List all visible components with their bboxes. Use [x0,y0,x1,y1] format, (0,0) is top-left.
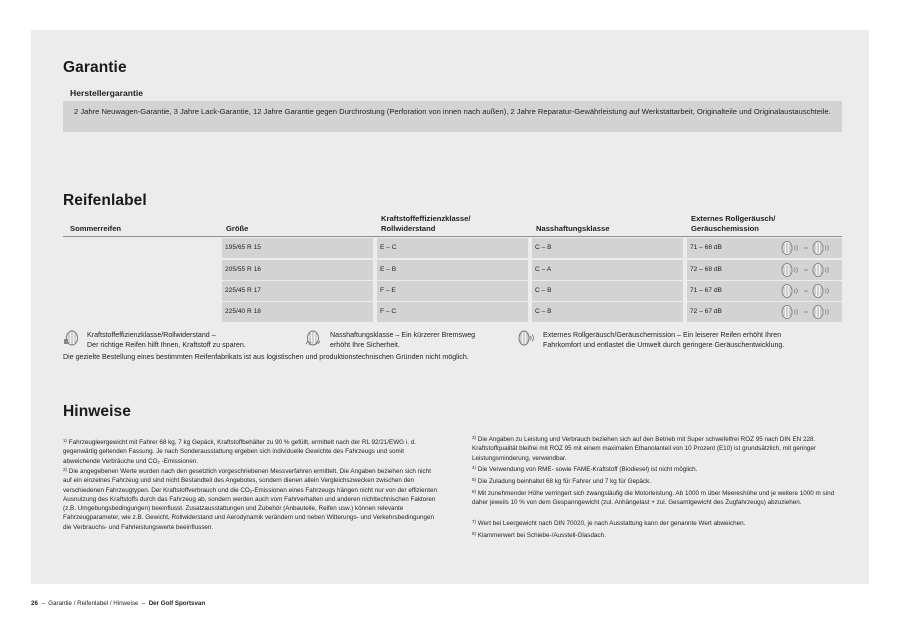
footnote-4: $^{4)}$ Die Verwendung von RME- sowie FAME-Kraftstoff (Biodiesel) ist nicht möglich. [472,465,698,473]
legend-noise-line1: Externes Rollgeräusch/Geräuschemission – Ein leiserer Reifen erhöht Ihren [543,331,782,339]
noise-range-tyre-icon [780,263,832,277]
cell-noise: 71 – 67 dB [687,281,842,301]
legend-wet [330,330,475,350]
cell-efficiency: E – C [377,238,528,258]
cell-size: 225/45 R 17 [222,281,373,301]
header-nasshaftung: Nasshaftungsklasse [536,224,610,233]
cell-size: 195/65 R 15 [222,238,373,258]
noise-range-tyre-icon [780,305,832,319]
page-number: 26 [31,600,38,607]
cell-efficiency: F – E [377,281,528,301]
footer-model: Der Golf Sportsvan [148,600,206,607]
legend-efficiency-line2: Der richtige Reifen hilft Ihnen, Kraftstoff zu sparen. [87,341,246,349]
legend-efficiency [87,330,246,350]
header-rollgeraeusch-line1: Externes Rollgeräusch/ [691,214,776,223]
legend-noise [543,330,784,350]
footnote-8: $^{8)}$ Klammerwert bei Schiebe-/Ausstell-Glasdach. [472,531,606,539]
cell-wet: C – A [532,260,683,280]
herstellergarantie-subtitle: Herstellergarantie [70,88,144,98]
footer-sep-1: – [41,600,45,607]
legend-wet-line1: Nasshaftungsklasse – Ein kürzerer Bremsweg [330,331,476,339]
table-row [222,238,842,258]
cell-efficiency: F – C [377,302,528,322]
page-footer [31,600,205,607]
header-rollgeraeusch-line2: Geräuschemission [691,224,759,233]
footnote-2: $^{2)}$ Die angegebenen Werte wurden nach den gesetzlich vorgeschriebenen Messverfahren ermittelt. Die Angaben beziehen sich nicht auf ein einzelnes Fahrzeug und sind nicht Bestandteil des Angebotes, sondern dienen allein Vergleichszwecken zwischen den verschiedenen Fahrzeugtypen. Der Kraftstoffverbrauch und die CO₂-Emissionen eines Fahrzeugs hängen nicht nur von der effizienten Ausnutzung des Kraftstoffs durch das Fahrzeug ab, sondern werden auch vom Fahrverhalten und anderen nichttechnischen Faktoren (z.B. Umgebungsbedingungen) beeinflusst. Zusatzausstattungen und Zubehör (Anbauteile, Reifen usw.) können relevante Fahrzeugparameter, wie z.B. Gewicht, Rollwiderstand und Aerodynamik verändern und neben Witterungs- und Verkehrsbedingungen die Verbrauchs- und Fahrleistungswerte beeinflussen. [63,467,437,531]
wet-grip-tyre-icon [304,330,322,346]
table-header-rule [63,236,842,237]
table-row [222,302,842,322]
header-kraftstoffeffizienz-line1: Kraftstoffeffizienzklasse/ [381,214,471,223]
cell-efficiency: E – B [377,260,528,280]
table-row [222,260,842,280]
cell-noise: 71 – 68 dB [687,238,842,258]
footer-path: Garantie / Reifenlabel / Hinweise [48,600,139,607]
cell-size: 205/55 R 16 [222,260,373,280]
header-rollgeraeusch [691,214,775,234]
legend-wet-line2: erhöht Ihre Sicherheit. [330,341,400,349]
reifenlabel-title: Reifenlabel [63,192,147,209]
noise-range-tyre-icon [780,284,832,298]
noise-tyre-icon [517,330,535,346]
footer-sep-2: – [141,600,146,607]
header-groesse: Größe [226,224,249,233]
cell-size: 225/40 R 18 [222,302,373,322]
header-kraftstoffeffizienz [381,214,470,234]
garantie-box [63,101,842,132]
footnote-7: $^{7)}$ Wert bei Leergewicht nach DIN 70020, je nach Ausstattung kann der genannte Wert abweichen. [472,519,746,527]
reifen-note: Die gezielte Bestellung eines bestimmten Reifenfabrikats ist aus logistischen und produktionstechnischen Gründen nicht möglich. [63,353,469,361]
footnote-6: $^{6)}$ Mit zunehmender Höhe verringert sich zwangsläufig die Motorleistung. Ab 1000 m über Meereshöhe und je weitere 1000 m sind daher jeweils 10 % von dem Gespanngewicht (zul. Anhängelast + zul. Gesamtgewicht des Zugfahrzeugs) abzuziehen. [472,489,835,507]
header-sommerreifen: Sommerreifen [70,224,122,233]
cell-wet: C – B [532,302,683,322]
header-kraftstoffeffizienz-line2: Rollwiderstand [381,224,436,233]
cell-wet: C – B [532,281,683,301]
footnote-1: $^{1)}$ Fahrzeugleergewicht mit Fahrer 68 kg, 7 kg Gepäck, Kraftstoffbehälter zu 90 % gefüllt, ermittelt nach der RL 92/21/EWG i. d. gegenwärtig geltenden Fassung. Je nach Sonderausstattung ergeben sich individuelle Gewichte des Fahrzeugs und somit abweichende Verbräuche und CO₂ -Emissionen. [63,438,416,465]
legend-efficiency-line1: Kraftstoffeffizienzklasse/Rollwiderstand – [87,331,216,339]
footnote-5: $^{5)}$ Die Zuladung beinhaltet 68 kg für Fahrer und 7 kg für Gepäck. [472,477,652,485]
cell-wet: C – B [532,238,683,258]
garantie-title: Garantie [63,59,127,76]
cell-noise: 72 – 67 dB [687,302,842,322]
garantie-text: 2 Jahre Neuwagen-Garantie, 3 Jahre Lack-Garantie, 12 Jahre Garantie gegen Durchrostung (Perforation von innen nach außen), 2 Jahre Reparatur-Gewährleistung auf Werkstattarbeit, Originalteile und Originalaustauschteile. [74,107,831,116]
table-row [222,281,842,301]
footnote-3: $^{3)}$ Die Angaben zu Leistung und Verbrauch beziehen sich auf den Betrieb mit Super schwefelfrei ROZ 95 nach DIN EN 228. Kraftstoffqualität bleifrei mit ROZ 95 mit einem maximalen Ethanolanteil von 10 Prozent (E10) ist grundsätzlich, mit geringer Leistungsminderung, verwendbar. [472,435,816,462]
legend-noise-line2: Fahrkomfort und entlastet die Umwelt durch geringere Geräuschentwicklung. [543,341,785,349]
hinweise-title: Hinweise [63,403,131,420]
cell-noise: 72 – 68 dB [687,260,842,280]
noise-range-tyre-icon [780,241,832,255]
fuel-efficiency-tyre-icon [63,330,81,346]
